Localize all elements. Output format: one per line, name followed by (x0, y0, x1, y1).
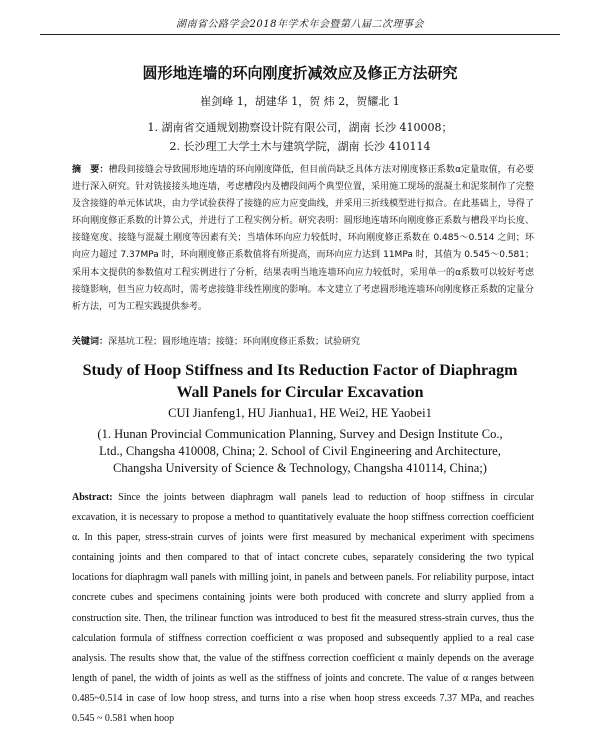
english-authors: CUI Jianfeng1, HU Jianhua1, HE Wei2, HE Yaobei1 (168, 406, 432, 420)
chinese-keywords-text: 深基坑工程；圆形地连墙；接缝；环向刚度修正系数；试验研究 (108, 337, 361, 347)
chinese-abstract-label: 摘 要： (72, 165, 109, 175)
english-affiliations: (1. Hunan Provincial Communication Planning, Survey and Design Institute Co., Ltd., Changsha 410008, China; 2. School of Civil Engineering and Architecture, Changsha University of Science & Technology, Changsha 410114, China;) (97, 427, 503, 475)
english-title: Study of Hoop Stiffness and Its Reduction Factor of Diaphragm Wall Panels for Circular Excavation (82, 362, 518, 401)
chinese-keywords (72, 334, 534, 347)
header-rule (40, 34, 560, 35)
chinese-abstract (72, 162, 534, 316)
chinese-affiliation-2: 2. 长沙理工大学土木与建筑学院，湖南 长沙 410114 (169, 140, 431, 153)
chinese-abstract-text: 槽段间接缝会导致圆形地连墙的环向刚度降低，但目前尚缺乏具体方法对刚度修正系数α定量取值，有必要进行深入研究。针对铣接接头地连墙，考虑槽段内及槽段间两个典型位置，采用施工现场的混凝土和泥浆制作了完整及含接缝的单元体试块，由力学试验获得了接缝的应力应变曲线，并采用三折线模型进行拟合。在此基础上，导得了环向刚度修正系数的计算公式，并进行了工程实例分析。研究表明：圆形地连墙环向刚度修正系数与槽段平均长度、接缝宽度、接缝与混凝土刚度等因素有关；当墙体环向应力较低时，环向刚度修正系数在 0.485～0.514 之间；环向应力超过 7.37MPa 时，环向刚度修正系数值将有所提高，而环向应力达到 11MPa 时，其值为 0.545～0.581；采用本文提供的参数值对工程实例进行了分析，结果表明当地连墙环向应力较低时，采用单一的α系数可以较好考虑接缝影响，但当应力较高时，需考虑接缝非线性刚度的影响。本文建立了考虑圆形地连墙环向刚度修正系数的定量分析方法，可为工程实践提供参考。 (72, 165, 534, 312)
chinese-affiliation-1: 1. 湖南省交通规划勘察设计院有限公司，湖南 长沙 410008； (147, 121, 453, 134)
running-head: 湖南省公路学会2018年学术年会暨第八届二次理事会 (176, 19, 424, 30)
chinese-title: 圆形地连墙的环向刚度折减效应及修正方法研究 (142, 64, 458, 82)
chinese-keywords-label: 关键词： (72, 337, 109, 347)
english-abstract-label: Abstract: (72, 492, 113, 503)
chinese-authors: 崔剑峰 1，胡建华 1，贺 炜 2，贺耀北 1 (200, 95, 400, 108)
english-abstract-text: Since the joints between diaphragm wall panels lead to reduction of hoop stiffness in circular excavation, it is necessary to propose a method to quantitatively evaluate the hoop stiffness correction coefficient α. In this paper, stress-strain curves of joints were first measured by mechanical experiment with specimens containing joints and then compared to that of intact concrete cubes, separately considering the two typical locations for diaphragm wall panels with milling joint, in panels and between panels. For reliability purpose, intact concrete cubes and specimens containing joints were both produced with concrete and slurry applied from a construction site. Then, the trilinear function was introduced to best fit the measured stress-strain curves, thus the calculation formula of stiffness correction coefficient α was proposed and subsequently applied to a real case analysis. The results show that, the value of the stiffness correction coefficient α mainly depends on the average length of panel, the width of joints as well as the stiffness of joints and concrete. The value of α ranges between 0.485~0.514 in case of low hoop stress, and turns into a rise when hoop stress exceeds 7.37 MPa, and reaches 0.545 ~ 0.581 when hoop (72, 492, 535, 725)
english-abstract (72, 488, 534, 729)
